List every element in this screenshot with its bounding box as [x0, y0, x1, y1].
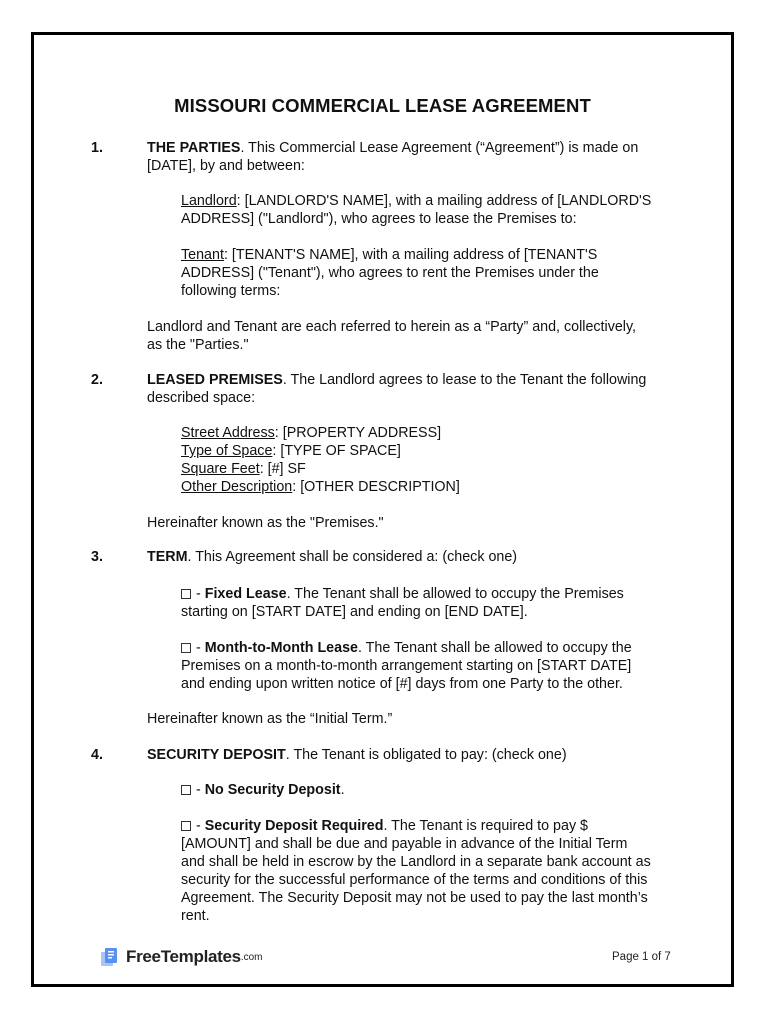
fixed-lease-line-2: starting on [START DATE] and ending on [END DATE]. [181, 604, 528, 620]
deposit-required-line-2: [AMOUNT] and shall be due and payable in advance of the Initial Term [181, 836, 628, 852]
section-1-number: 1. [91, 140, 103, 156]
deposit-required-line-1-text: . The Tenant is required to pay $ [383, 818, 589, 834]
no-deposit-rest: . [340, 782, 345, 798]
other-description-line [181, 478, 460, 496]
month-to-month-line-1 [181, 639, 632, 657]
deposit-required-checkbox[interactable] [181, 821, 191, 831]
fixed-lease-label: Fixed Lease [204, 586, 287, 602]
other-description-value: : [OTHER DESCRIPTION] [292, 479, 460, 495]
month-to-month-line-2: Premises on a month-to-month arrangement starting on [START DATE] [181, 658, 632, 674]
month-to-month-checkbox[interactable] [181, 643, 191, 653]
type-of-space-line [181, 442, 401, 460]
fixed-lease-checkbox[interactable] [181, 589, 191, 599]
section-2-line-1 [147, 371, 646, 389]
section-2-line-2: described space: [147, 390, 256, 406]
tenant-label: Tenant [181, 247, 224, 263]
fixed-lease-line-1 [181, 585, 624, 603]
no-deposit-checkbox[interactable] [181, 785, 191, 795]
section-4-heading: SECURITY DEPOSIT [147, 747, 286, 763]
type-of-space-label: Type of Space [181, 443, 273, 459]
tenant-line-3: following terms: [181, 283, 281, 299]
month-to-month-line-3: and ending upon written notice of [#] days from one Party to the other. [181, 676, 623, 692]
premises-hereinafter: Hereinafter known as the "Premises." [147, 515, 384, 531]
other-description-label: Other Description [181, 479, 293, 495]
logo-suffix: .com [240, 951, 263, 963]
no-deposit-label: No Security Deposit [204, 782, 341, 798]
section-3-line-1 [147, 548, 517, 566]
parties-line-2: as the "Parties." [147, 337, 249, 353]
fixed-lease-line-1-text: . The Tenant shall be allowed to occupy the Premises [286, 586, 624, 602]
logo-wordmark: FreeTemplates [126, 947, 241, 966]
section-1-heading: THE PARTIES [147, 140, 241, 156]
parties-line-1: Landlord and Tenant are each referred to herein as a “Party” and, collectively, [147, 319, 637, 335]
landlord-label: Landlord [181, 193, 237, 209]
section-1-line-1-text: . This Commercial Lease Agreement (“Agreement”) is made on [240, 140, 639, 156]
section-3-line-1-text: . This Agreement shall be considered a: (check one) [187, 549, 518, 565]
deposit-required-line-5: Agreement. The Security Deposit may not be used to pay the last month’s [181, 890, 648, 906]
month-to-month-prefix: - [192, 640, 205, 656]
deposit-required-line-6: rent. [181, 908, 210, 924]
section-3-heading: TERM [147, 549, 188, 565]
document-stack-icon [100, 947, 122, 967]
fixed-lease-prefix: - [192, 586, 205, 602]
landlord-line-1-text: : [LANDLORD'S NAME], with a mailing address of [LANDLORD'S [236, 193, 652, 209]
landlord-line-1 [181, 192, 651, 210]
tenant-line-2: ADDRESS] ("Tenant"), who agrees to rent the Premises under the [181, 265, 599, 281]
month-to-month-line-1-text: . The Tenant shall be allowed to occupy the [358, 640, 632, 656]
document-title: MISSOURI COMMERCIAL LEASE AGREEMENT [174, 95, 591, 116]
section-2-line-1-text: . The Landlord agrees to lease to the Tenant the following [282, 372, 647, 388]
section-3-number: 3. [91, 549, 103, 565]
no-deposit-prefix: - [192, 782, 205, 798]
section-4-line-1-text: . The Tenant is obligated to pay: (check one) [285, 747, 567, 763]
section-4-number: 4. [91, 747, 103, 763]
square-feet-value: : [#] SF [259, 461, 306, 477]
initial-term-hereinafter: Hereinafter known as the “Initial Term.” [147, 711, 393, 727]
tenant-line-1-text: : [TENANT'S NAME], with a mailing address of [TENANT'S [223, 247, 598, 263]
deposit-required-prefix: - [192, 818, 205, 834]
section-2-number: 2. [91, 372, 103, 388]
square-feet-line [181, 460, 306, 478]
type-of-space-value: : [TYPE OF SPACE] [272, 443, 401, 459]
deposit-required-line-1 [181, 817, 588, 835]
deposit-required-line-3: and shall be held in escrow by the Landlord in a separate bank account as [181, 854, 651, 870]
section-4-line-1 [147, 746, 567, 764]
section-1-line-2: [DATE], by and between: [147, 158, 305, 174]
landlord-line-2: ADDRESS] ("Landlord"), who agrees to lease the Premises to: [181, 211, 577, 227]
square-feet-label: Square Feet [181, 461, 260, 477]
deposit-required-line-4: security for the successful performance of the terms and conditions of this [181, 872, 648, 888]
tenant-line-1 [181, 246, 597, 264]
street-address-value: : [PROPERTY ADDRESS] [274, 425, 442, 441]
section-1-line-1 [147, 139, 638, 157]
street-address-line [181, 424, 441, 442]
document-page [31, 32, 734, 987]
month-to-month-label: Month-to-Month Lease [204, 640, 358, 656]
page-number: Page 1 of 7 [612, 951, 671, 963]
street-address-label: Street Address [181, 425, 275, 441]
section-2-heading: LEASED PREMISES [147, 372, 283, 388]
freetemplates-logo [100, 947, 263, 967]
deposit-required-label: Security Deposit Required [204, 818, 384, 834]
no-deposit-line [181, 781, 345, 799]
